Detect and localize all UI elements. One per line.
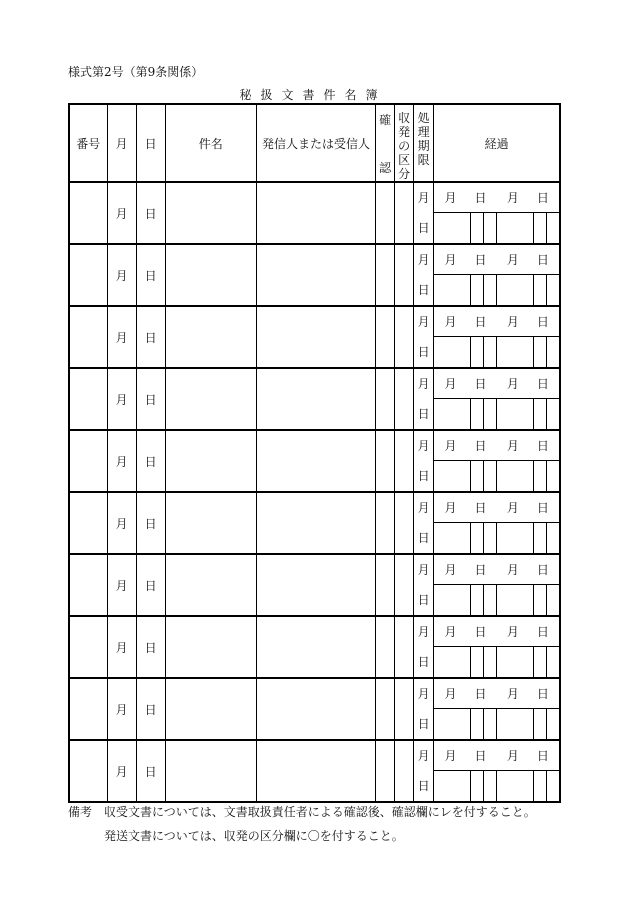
table-row [69, 616, 560, 647]
cell-progress-2-date[interactable] [497, 244, 560, 275]
progress-2-day-label: 日 [536, 315, 549, 329]
table-row [69, 740, 560, 771]
cell-progress-2-mark-b[interactable] [547, 337, 560, 369]
cell-progress-1-note[interactable] [434, 585, 471, 617]
cell-progress-1-mark-b[interactable] [484, 461, 497, 493]
deadline-month-label: 月 [417, 501, 430, 516]
progress-2-month-label: 月 [506, 439, 519, 453]
progress-1-month-label: 月 [444, 687, 457, 701]
cell-deadline-day[interactable] [414, 337, 434, 369]
cell-day[interactable] [136, 492, 165, 554]
cell-deadline-month[interactable] [414, 430, 434, 461]
cell-month[interactable] [107, 492, 136, 554]
cell-progress-1-mark-b[interactable] [484, 523, 497, 555]
cell-deadline-day[interactable] [414, 709, 434, 741]
cell-progress-1-mark-b[interactable] [484, 585, 497, 617]
day-label: 日 [144, 702, 157, 717]
cell-progress-1-note[interactable] [434, 461, 471, 493]
cell-sender-or-recipient[interactable] [256, 182, 375, 244]
table-row [69, 244, 560, 275]
cell-sender-or-recipient[interactable] [256, 616, 375, 678]
cell-number[interactable] [69, 244, 107, 306]
header-row [69, 104, 560, 182]
day-label: 日 [144, 640, 157, 655]
remarks-label: 備考 [68, 805, 93, 819]
secret-document-ledger-table [68, 103, 561, 803]
progress-2-day-label: 日 [536, 253, 549, 267]
progress-2-month-label: 月 [506, 315, 519, 329]
progress-2-day-label: 日 [536, 749, 549, 763]
cell-month[interactable] [107, 244, 136, 306]
table-row [69, 430, 560, 461]
cell-progress-1-mark-a[interactable] [471, 523, 484, 555]
cell-progress-1-date[interactable] [434, 182, 497, 213]
cell-deadline-month[interactable] [414, 554, 434, 585]
cell-progress-2-mark-b[interactable] [547, 213, 560, 245]
progress-1-month-label: 月 [444, 439, 457, 453]
cell-progress-2-note[interactable] [497, 709, 534, 741]
header-number: 番号 [69, 104, 107, 182]
cell-month[interactable] [107, 616, 136, 678]
month-label: 月 [115, 206, 128, 221]
cell-category[interactable] [395, 554, 414, 616]
cell-number[interactable] [69, 430, 107, 492]
progress-2-month-label: 月 [506, 687, 519, 701]
cell-progress-1-note[interactable] [434, 337, 471, 369]
cell-day[interactable] [136, 306, 165, 368]
cell-progress-2-note[interactable] [497, 275, 534, 307]
cell-day[interactable] [136, 430, 165, 492]
month-label: 月 [115, 640, 128, 655]
month-label: 月 [115, 516, 128, 531]
progress-2-month-label: 月 [506, 191, 519, 205]
progress-1-month-label: 月 [444, 191, 457, 205]
cell-deadline-month[interactable] [414, 616, 434, 647]
cell-progress-1-note[interactable] [434, 709, 471, 741]
cell-deadline-month[interactable] [414, 740, 434, 771]
cell-category[interactable] [395, 616, 414, 678]
cell-progress-1-note[interactable] [434, 771, 471, 803]
cell-progress-2-mark-a[interactable] [534, 213, 547, 245]
cell-month[interactable] [107, 678, 136, 740]
cell-confirm[interactable] [376, 244, 395, 306]
day-label: 日 [144, 330, 157, 345]
deadline-day-label: 日 [417, 221, 430, 236]
cell-category[interactable] [395, 368, 414, 430]
progress-1-month-label: 月 [444, 253, 457, 267]
cell-category[interactable] [395, 306, 414, 368]
day-label: 日 [144, 764, 157, 779]
cell-progress-1-mark-b[interactable] [484, 275, 497, 307]
cell-subject[interactable] [165, 430, 256, 492]
deadline-day-label: 日 [417, 345, 430, 360]
deadline-month-label: 月 [417, 315, 430, 330]
cell-progress-1-mark-a[interactable] [471, 399, 484, 431]
cell-progress-2-mark-a[interactable] [534, 461, 547, 493]
cell-progress-1-date[interactable] [434, 492, 497, 523]
cell-progress-1-mark-a[interactable] [471, 461, 484, 493]
cell-number[interactable] [69, 554, 107, 616]
cell-subject[interactable] [165, 616, 256, 678]
progress-2-month-label: 月 [506, 253, 519, 267]
progress-2-day-label: 日 [536, 625, 549, 639]
cell-day[interactable] [136, 182, 165, 244]
cell-progress-2-note[interactable] [497, 337, 534, 369]
cell-progress-2-mark-a[interactable] [534, 275, 547, 307]
progress-1-day-label: 日 [474, 687, 487, 701]
deadline-month-label: 月 [417, 749, 430, 764]
progress-1-day-label: 日 [474, 563, 487, 577]
cell-sender-or-recipient[interactable] [256, 430, 375, 492]
cell-deadline-day[interactable] [414, 275, 434, 307]
cell-progress-2-mark-a[interactable] [534, 337, 547, 369]
progress-1-day-label: 日 [474, 439, 487, 453]
cell-month[interactable] [107, 182, 136, 244]
cell-deadline-day[interactable] [414, 647, 434, 679]
table-row [69, 678, 560, 709]
table-row [69, 182, 560, 213]
progress-1-day-label: 日 [474, 501, 487, 515]
progress-2-month-label: 月 [506, 563, 519, 577]
cell-progress-2-mark-b[interactable] [547, 399, 560, 431]
cell-progress-2-note[interactable] [497, 213, 534, 245]
header-confirm [376, 104, 395, 182]
cell-subject[interactable] [165, 244, 256, 306]
progress-2-month-label: 月 [506, 377, 519, 391]
month-label: 月 [115, 578, 128, 593]
cell-progress-1-note[interactable] [434, 275, 471, 307]
remarks-line-2: 発送文書については、収発の区分欄に〇を付すること。 [104, 829, 404, 843]
cell-progress-1-mark-b[interactable] [484, 771, 497, 803]
day-label: 日 [144, 268, 157, 283]
cell-category[interactable] [395, 740, 414, 802]
cell-progress-2-date[interactable] [497, 740, 560, 771]
cell-deadline-month[interactable] [414, 678, 434, 709]
deadline-day-label: 日 [417, 779, 430, 794]
cell-confirm[interactable] [376, 492, 395, 554]
cell-sender-or-recipient[interactable] [256, 368, 375, 430]
cell-progress-2-mark-a[interactable] [534, 523, 547, 555]
header-category [395, 104, 414, 182]
deadline-day-label: 日 [417, 593, 430, 608]
deadline-day-label: 日 [417, 655, 430, 670]
cell-sender-or-recipient[interactable] [256, 492, 375, 554]
cell-sender-or-recipient[interactable] [256, 244, 375, 306]
cell-day[interactable] [136, 244, 165, 306]
deadline-month-label: 月 [417, 687, 430, 702]
cell-confirm[interactable] [376, 616, 395, 678]
progress-1-month-label: 月 [444, 501, 457, 515]
header-subject: 件名 [165, 104, 256, 182]
cell-progress-1-mark-b[interactable] [484, 709, 497, 741]
cell-deadline-month[interactable] [414, 306, 434, 337]
cell-progress-1-note[interactable] [434, 523, 471, 555]
deadline-day-label: 日 [417, 283, 430, 298]
cell-confirm[interactable] [376, 740, 395, 802]
cell-progress-2-mark-a[interactable] [534, 709, 547, 741]
progress-2-month-label: 月 [506, 625, 519, 639]
cell-day[interactable] [136, 678, 165, 740]
month-label: 月 [115, 454, 128, 469]
cell-confirm[interactable] [376, 306, 395, 368]
progress-1-day-label: 日 [474, 625, 487, 639]
cell-day[interactable] [136, 368, 165, 430]
cell-progress-1-mark-a[interactable] [471, 709, 484, 741]
progress-1-month-label: 月 [444, 315, 457, 329]
cell-progress-1-date[interactable] [434, 740, 497, 771]
deadline-month-label: 月 [417, 439, 430, 454]
progress-1-month-label: 月 [444, 377, 457, 391]
header-month: 月 [107, 104, 136, 182]
header-day: 日 [136, 104, 165, 182]
cell-deadline-day[interactable] [414, 771, 434, 803]
cell-day[interactable] [136, 740, 165, 802]
cell-progress-1-mark-b[interactable] [484, 213, 497, 245]
cell-progress-2-mark-a[interactable] [534, 585, 547, 617]
cell-subject[interactable] [165, 740, 256, 802]
form-number: 様式第2号（第9条関係） [68, 65, 204, 79]
cell-progress-1-mark-a[interactable] [471, 585, 484, 617]
cell-month[interactable] [107, 554, 136, 616]
deadline-month-label: 月 [417, 563, 430, 578]
cell-subject[interactable] [165, 678, 256, 740]
cell-progress-2-mark-b[interactable] [547, 275, 560, 307]
cell-progress-2-date[interactable] [497, 182, 560, 213]
progress-2-day-label: 日 [536, 439, 549, 453]
remarks [68, 800, 536, 848]
cell-progress-2-mark-a[interactable] [534, 771, 547, 803]
cell-confirm[interactable] [376, 554, 395, 616]
cell-progress-1-date[interactable] [434, 430, 497, 461]
progress-1-month-label: 月 [444, 563, 457, 577]
month-label: 月 [115, 392, 128, 407]
progress-2-month-label: 月 [506, 749, 519, 763]
cell-progress-1-mark-a[interactable] [471, 647, 484, 679]
cell-sender-or-recipient[interactable] [256, 306, 375, 368]
cell-month[interactable] [107, 430, 136, 492]
cell-sender-or-recipient[interactable] [256, 554, 375, 616]
deadline-month-label: 月 [417, 191, 430, 206]
cell-progress-2-mark-a[interactable] [534, 647, 547, 679]
table-row [69, 368, 560, 399]
cell-month[interactable] [107, 368, 136, 430]
table-row [69, 554, 560, 585]
progress-1-day-label: 日 [474, 253, 487, 267]
cell-progress-1-date[interactable] [434, 368, 497, 399]
cell-number[interactable] [69, 616, 107, 678]
cell-progress-2-mark-b[interactable] [547, 523, 560, 555]
header-progress: 経過 [434, 104, 560, 182]
day-label: 日 [144, 206, 157, 221]
progress-1-day-label: 日 [474, 315, 487, 329]
month-label: 月 [115, 268, 128, 283]
cell-category[interactable] [395, 182, 414, 244]
cell-progress-2-date[interactable] [497, 678, 560, 709]
cell-deadline-month[interactable] [414, 368, 434, 399]
table-row [69, 306, 560, 337]
remarks-line-1: 収受文書については、文書取扱責任者による確認後、確認欄にレを付すること。 [104, 805, 536, 819]
cell-number[interactable] [69, 182, 107, 244]
cell-progress-2-date[interactable] [497, 554, 560, 585]
cell-progress-2-note[interactable] [497, 647, 534, 679]
cell-progress-2-note[interactable] [497, 399, 534, 431]
cell-progress-2-note[interactable] [497, 523, 534, 555]
cell-category[interactable] [395, 430, 414, 492]
progress-1-month-label: 月 [444, 625, 457, 639]
progress-2-day-label: 日 [536, 377, 549, 391]
cell-progress-2-date[interactable] [497, 368, 560, 399]
header-confirm-top: 確 [379, 113, 392, 127]
day-label: 日 [144, 516, 157, 531]
cell-deadline-day[interactable] [414, 523, 434, 555]
cell-progress-1-note[interactable] [434, 213, 471, 245]
cell-progress-1-mark-b[interactable] [484, 337, 497, 369]
cell-month[interactable] [107, 306, 136, 368]
header-deadline-label: 処理期限 [417, 111, 430, 167]
progress-1-day-label: 日 [474, 191, 487, 205]
cell-progress-2-note[interactable] [497, 585, 534, 617]
cell-number[interactable] [69, 492, 107, 554]
deadline-month-label: 月 [417, 377, 430, 392]
cell-progress-1-mark-a[interactable] [471, 275, 484, 307]
cell-deadline-day[interactable] [414, 213, 434, 245]
cell-progress-2-mark-b[interactable] [547, 647, 560, 679]
cell-progress-2-date[interactable] [497, 306, 560, 337]
cell-deadline-day[interactable] [414, 461, 434, 493]
cell-progress-2-mark-b[interactable] [547, 771, 560, 803]
cell-confirm[interactable] [376, 182, 395, 244]
header-deadline [414, 104, 434, 182]
month-label: 月 [115, 764, 128, 779]
cell-progress-2-mark-a[interactable] [534, 399, 547, 431]
month-label: 月 [115, 702, 128, 717]
progress-2-month-label: 月 [506, 501, 519, 515]
cell-number[interactable] [69, 368, 107, 430]
cell-sender-or-recipient[interactable] [256, 740, 375, 802]
cell-progress-1-note[interactable] [434, 647, 471, 679]
deadline-day-label: 日 [417, 407, 430, 422]
progress-2-day-label: 日 [536, 687, 549, 701]
cell-progress-1-date[interactable] [434, 616, 497, 647]
cell-progress-2-mark-b[interactable] [547, 461, 560, 493]
cell-deadline-month[interactable] [414, 182, 434, 213]
cell-progress-1-date[interactable] [434, 306, 497, 337]
cell-subject[interactable] [165, 306, 256, 368]
cell-progress-2-date[interactable] [497, 616, 560, 647]
day-label: 日 [144, 454, 157, 469]
cell-number[interactable] [69, 306, 107, 368]
cell-category[interactable] [395, 492, 414, 554]
day-label: 日 [144, 392, 157, 407]
cell-deadline-month[interactable] [414, 492, 434, 523]
cell-progress-2-note[interactable] [497, 461, 534, 493]
table-row [69, 492, 560, 523]
cell-number[interactable] [69, 740, 107, 802]
deadline-month-label: 月 [417, 625, 430, 640]
header-sender-or-recipient: 発信人または受信人 [256, 104, 375, 182]
cell-subject[interactable] [165, 182, 256, 244]
cell-progress-2-mark-b[interactable] [547, 585, 560, 617]
progress-2-day-label: 日 [536, 191, 549, 205]
cell-deadline-day[interactable] [414, 399, 434, 431]
cell-confirm[interactable] [376, 368, 395, 430]
progress-1-day-label: 日 [474, 749, 487, 763]
cell-progress-1-mark-b[interactable] [484, 647, 497, 679]
progress-1-month-label: 月 [444, 749, 457, 763]
cell-category[interactable] [395, 244, 414, 306]
cell-day[interactable] [136, 554, 165, 616]
cell-subject[interactable] [165, 554, 256, 616]
progress-2-day-label: 日 [536, 563, 549, 577]
header-confirm-bottom: 認 [379, 161, 392, 175]
cell-subject[interactable] [165, 492, 256, 554]
cell-progress-1-mark-a[interactable] [471, 337, 484, 369]
cell-progress-1-date[interactable] [434, 678, 497, 709]
month-label: 月 [115, 330, 128, 345]
cell-progress-1-mark-b[interactable] [484, 399, 497, 431]
deadline-month-label: 月 [417, 253, 430, 268]
cell-number[interactable] [69, 678, 107, 740]
cell-progress-2-date[interactable] [497, 492, 560, 523]
deadline-day-label: 日 [417, 469, 430, 484]
progress-1-day-label: 日 [474, 377, 487, 391]
cell-month[interactable] [107, 740, 136, 802]
cell-progress-1-date[interactable] [434, 554, 497, 585]
header-category-label: 収発の区分 [398, 111, 411, 181]
cell-deadline-month[interactable] [414, 244, 434, 275]
cell-progress-1-mark-a[interactable] [471, 771, 484, 803]
cell-subject[interactable] [165, 368, 256, 430]
cell-category[interactable] [395, 678, 414, 740]
cell-progress-1-mark-a[interactable] [471, 213, 484, 245]
cell-sender-or-recipient[interactable] [256, 678, 375, 740]
day-label: 日 [144, 578, 157, 593]
deadline-day-label: 日 [417, 531, 430, 546]
cell-deadline-day[interactable] [414, 585, 434, 617]
progress-2-day-label: 日 [536, 501, 549, 515]
cell-progress-2-mark-b[interactable] [547, 709, 560, 741]
cell-confirm[interactable] [376, 430, 395, 492]
cell-day[interactable] [136, 616, 165, 678]
cell-progress-2-date[interactable] [497, 430, 560, 461]
cell-progress-1-date[interactable] [434, 244, 497, 275]
deadline-day-label: 日 [417, 717, 430, 732]
cell-confirm[interactable] [376, 678, 395, 740]
cell-progress-2-note[interactable] [497, 771, 534, 803]
cell-progress-1-note[interactable] [434, 399, 471, 431]
page-title: 秘扱文書件名簿 [239, 88, 387, 102]
